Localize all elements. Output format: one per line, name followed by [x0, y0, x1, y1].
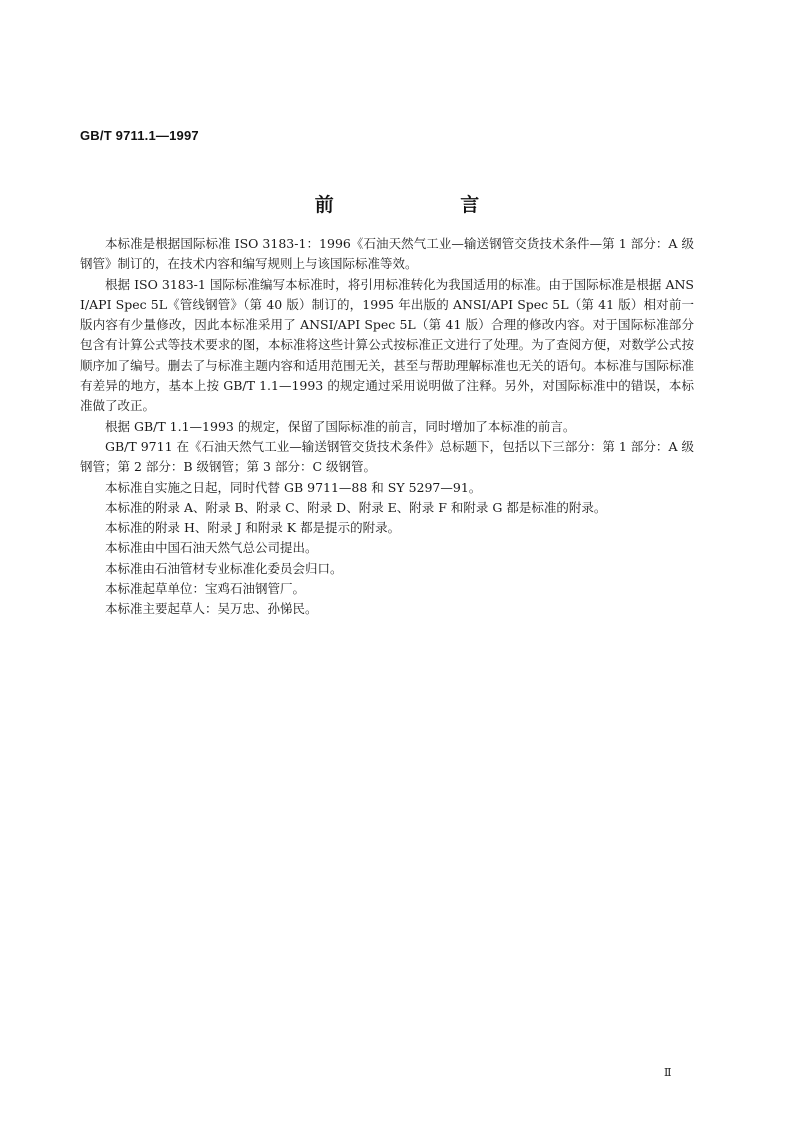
- paragraph-1: 本标准是根据国际标准 ISO 3183-1：1996《石油天然气工业—输送钢管交货技术条件—第 1 部分：A 级钢管》制订的，在技术内容和编写规则上与该国际标准等效。: [80, 236, 694, 272]
- paragraph-3: 根据 GB/T 1.1—1993 的规定，保留了国际标准的前言，同时增加了本标准的前言。: [105, 418, 576, 434]
- paragraph-9: 本标准由石油管材专业标准化委员会归口。: [105, 560, 343, 576]
- paragraph-11: 本标准主要起草人：吴万忠、孙悌民。: [105, 601, 318, 617]
- paragraph-6: 本标准的附录 A、附录 B、附录 C、附录 D、附录 E、附录 F 和附录 G 都是标准的附录。: [105, 499, 607, 515]
- paragraph-2: 根据 ISO 3183-1 国际标准编写本标准时，将引用标准转化为我国适用的标准。由于国际标准是根据 ANSI/API Spec 5L《管线钢管》（第 40 版）制订的，1995 年出版的 ANSI/API Spec 5L（第 41 版）相对前一版内容有少量修改，因此本标准采用了 ANSI/API Spec 5L（第 41 版）合理的修改内容。对于国际标准部分包含有计算公式等技术要求的图，本标准将这些计算公式按标准正文进行了处理。为了查阅方便，对数学公式按顺序加了编号。删去了与标准主题内容和适用范围无关，甚至与帮助理解标准也无关的语句。本标准与国际标准有差异的地方，基本上按 GB/T 1.1—1993 的规定通过采用说明做了注释。另外，对国际标准中的错误，本标准做了改正。: [80, 276, 694, 414]
- paragraph-7: 本标准的附录 H、附录 J 和附录 K 都是提示的附录。: [105, 520, 401, 536]
- page-title: 前 言: [314, 194, 540, 216]
- standard-code: GB/T 9711.1—1997: [80, 128, 199, 143]
- foreword-body: [80, 234, 694, 620]
- paragraph-4: GB/T 9711 在《石油天然气工业—输送钢管交货技术条件》总标题下，包括以下三部分：第 1 部分：A 级钢管；第 2 部分：B 级钢管；第 3 部分：C 级钢管。: [80, 438, 694, 475]
- page-number: Ⅱ: [664, 1066, 672, 1079]
- paragraph-8: 本标准由中国石油天然气总公司提出。: [105, 540, 318, 556]
- paragraph-10: 本标准起草单位：宝鸡石油钢管厂。: [105, 581, 306, 597]
- paragraph-5: 本标准自实施之日起，同时代替 GB 9711—88 和 SY 5297—91。: [105, 479, 482, 495]
